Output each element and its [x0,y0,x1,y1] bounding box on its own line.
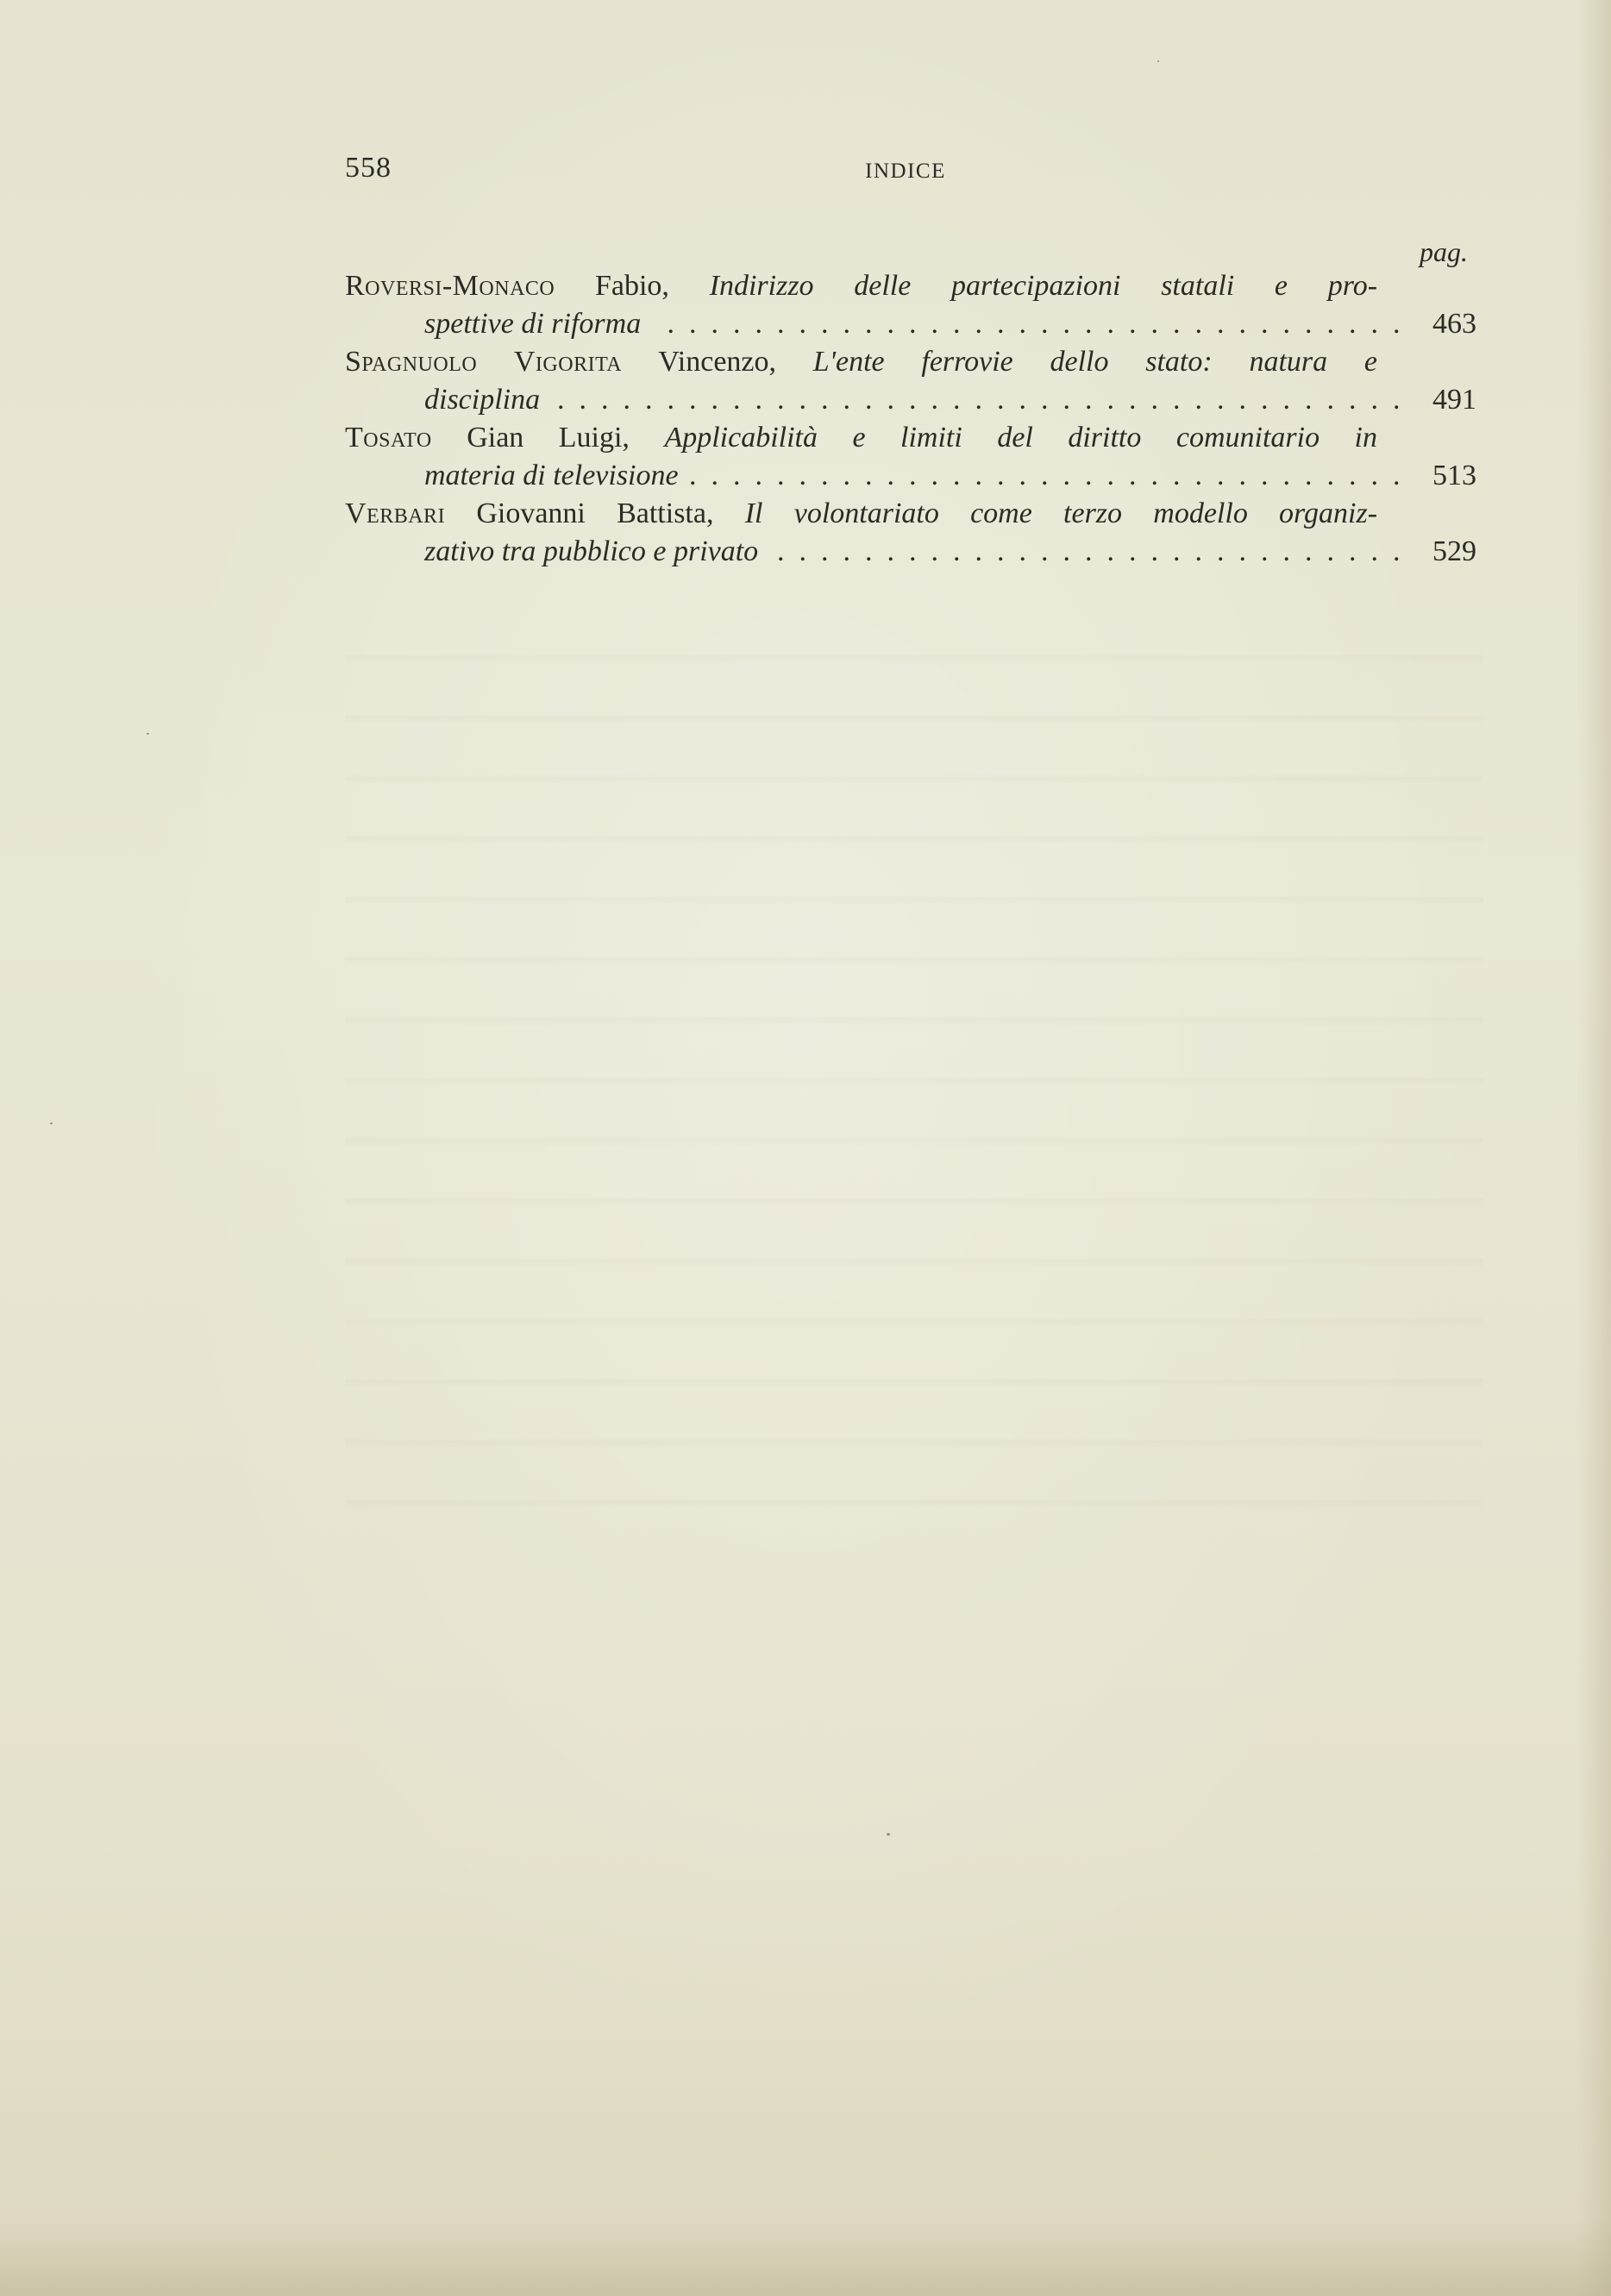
dot-leader [689,457,1407,495]
toc-entry-line-1 [345,495,1377,533]
running-title: INDICE [865,160,946,183]
dot-leader [550,381,1407,419]
author-given-name: Vincenzo, [658,346,777,378]
dot-leader [651,305,1407,343]
title-part-1: Il volontariato come terzo modello organiz- [744,497,1378,529]
table-of-contents [345,267,1476,571]
page-column-label: pag. [1420,236,1468,267]
paper-speck [1157,60,1159,62]
title-part-2: zativo tra pubblico e privato [424,535,759,567]
page-number: 558 [345,152,392,184]
author-given-name: Gian Luigi, [467,422,630,454]
page-reference: 529 [1432,535,1476,567]
toc-entry-line-2 [345,381,1476,419]
author-given-name: Fabio, [594,270,669,302]
title-part-1: Applicabilità e limiti del diritto comunitario in [664,422,1378,454]
toc-entry [345,343,1476,419]
toc-entry [345,495,1476,571]
toc-entry [345,419,1476,495]
paper-speck [887,1833,890,1836]
toc-entry-line-2 [345,305,1476,343]
paper-speck [147,733,149,735]
page-edge-shadow-bottom [0,2218,1611,2296]
title-part-2: materia di televisione [424,460,679,491]
paper-speck [50,1123,53,1124]
page-header [345,152,1475,195]
page-reference: 463 [1432,308,1476,340]
page-edge-shadow-right [1577,0,1611,2296]
author-surname: Verbari [345,497,446,529]
toc-entry-line-1 [345,343,1377,381]
author-surname: Tosato [345,422,432,454]
page-reference: 491 [1432,384,1476,416]
toc-entry [345,267,1476,343]
bleed-through-text [345,604,1483,1552]
author-given-name: Giovanni Battista, [476,497,714,529]
toc-entry-line-2 [345,533,1476,571]
toc-entry-line-1 [345,267,1377,305]
toc-entry-line-2 [345,457,1476,495]
toc-entry-line-1 [345,419,1377,457]
author-surname: Spagnuolo Vigorita [345,346,623,378]
page-reference: 513 [1432,460,1476,491]
title-part-1: Indirizzo delle partecipazioni statali e pro- [709,270,1378,302]
title-part-2: spettive di riforma [424,308,642,340]
dot-leader [768,533,1407,571]
title-part-1: L'ente ferrovie dello stato: natura e [812,346,1377,378]
title-part-2: disciplina [424,384,541,416]
author-surname: Roversi-Monaco [345,270,555,302]
